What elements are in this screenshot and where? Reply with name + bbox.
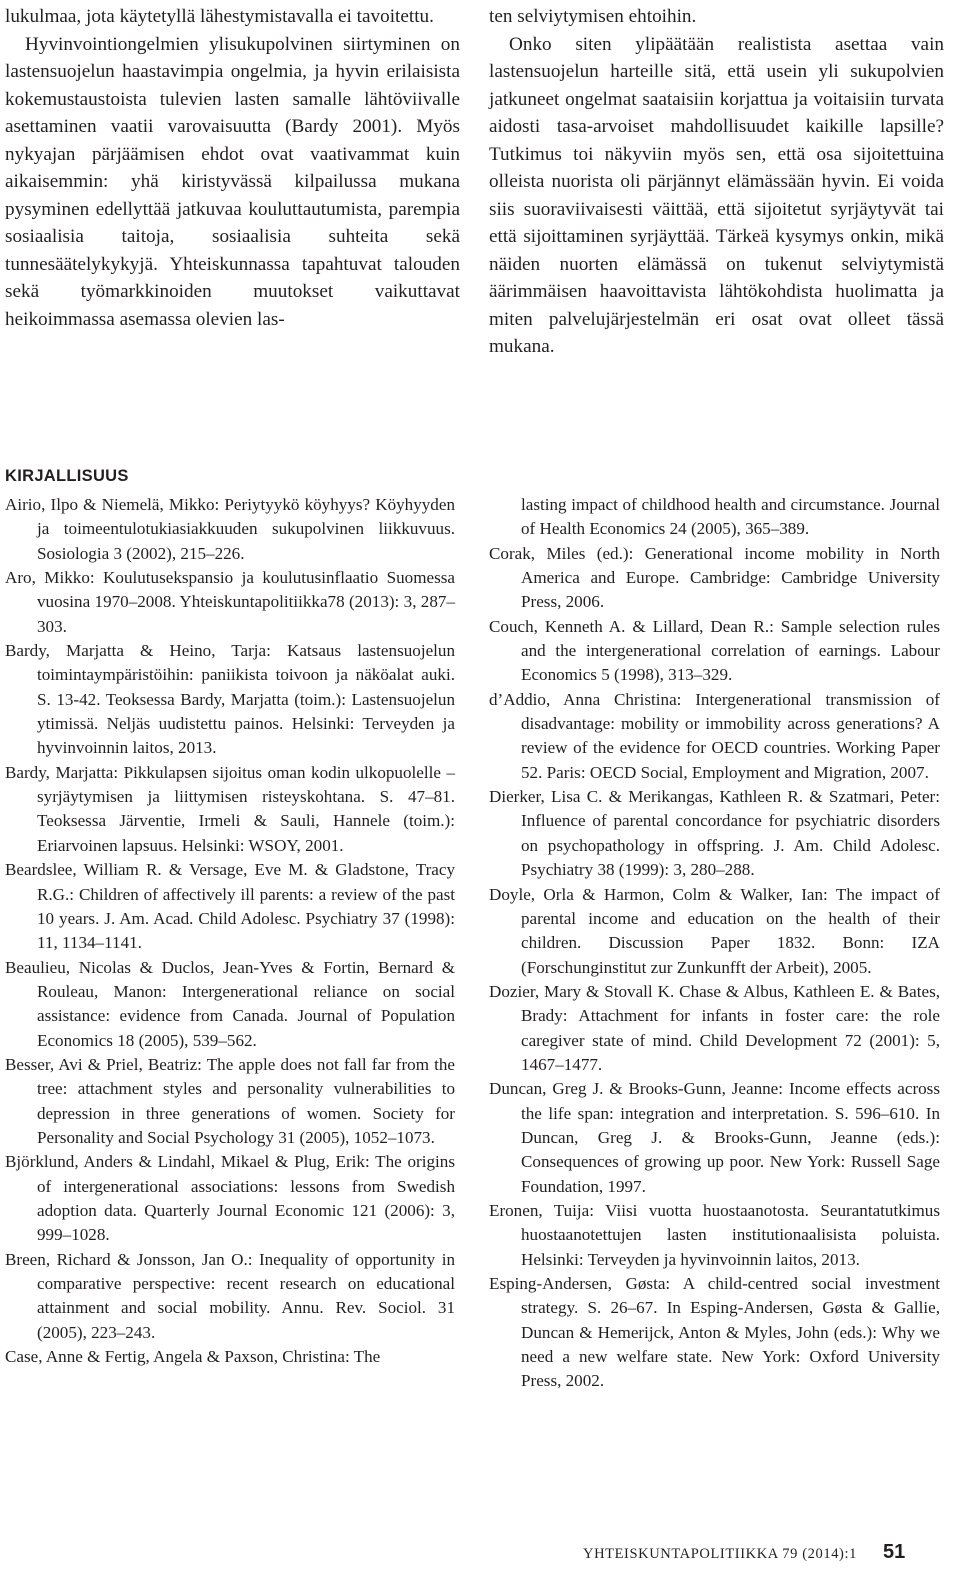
reference-entry: Bardy, Marjatta: Pikkulapsen sijoitus oman kodin ulkopuolelle – syrjäytymisen ja liittymisen risteyskohtana. S. 47–81. Teoksessa Järventie, Irmeli & Sauli, Hannele (toim.): Eriarvoinen lapsuus. Helsinki: WSOY, 2001. <box>5 762 455 855</box>
reference-entry: Airio, Ilpo & Niemelä, Mikko: Periytyykö köyhyys? Köyhyyden ja toimeentulotukiasiakkuuden sukupolvinen liikkuvuus. Sosiologia 3 (2002), 215–226. <box>5 495 455 563</box>
reference-entry: Dozier, Mary & Stovall K. Chase & Albus, Kathleen E. & Bates, Brady: Attachment for infants in foster care: the role caregiver state of mind. Child Development 72 (2001): 5, 1467–1477. <box>489 981 940 1074</box>
references-heading: KIRJALLISUUS <box>5 467 129 485</box>
reference-entry: Doyle, Orla & Harmon, Colm & Walker, Ian: The impact of parental income and education on the health of their children. Discussion Paper 1832. Bonn: IZA (Forschunginstitut zur Zunkunfft der Arbeit), 2005. <box>489 884 940 977</box>
body-column-right <box>489 3 944 361</box>
body-column-left <box>5 3 460 333</box>
reference-entry-continuation: lasting impact of childhood health and circumstance. Journal of Health Economics 24 (2005), 365–389. <box>521 495 940 539</box>
body-paragraph: Onko siten ylipäätään realistista asettaa vain lastensuojelun harteille sitä, että usein yli sukupolvien jatkuneet ongelmat saataisiin korjattua ja voitaisiin turvata aidosti tasa-arvoiset mahdollisuudet kaikille lapsille? Tutkimus toi näkyviin myös sen, että osa sijoitettuina olleista nuorista oli pärjännyt elämässään hyvin. Ei voida siis suoraviivaisesti väittää, että sijoitetut syrjäytyvät tai että sijoittaminen syrjäyttää. Tärkeä kysymys onkin, mikä näiden nuorten elämässä on tukenut selviytymistä äärimmäisen haavoittavista lähtökohdista huolimatta ja miten palvelujärjestelmän eri osat ovat olleet tässä mukana. <box>489 33 944 357</box>
reference-entry: Corak, Miles (ed.): Generational income mobility in North America and Europe. Cambridge: Cambridge University Press, 2006. <box>489 543 940 612</box>
page-number: 51 <box>882 1541 906 1563</box>
reference-entry: d’Addio, Anna Christina: Intergenerational transmission of disadvantage: mobility or immobility across generations? A review of the evidence for OECD countries. Working Paper 52. Paris: OECD Social, Employment and Migration, 2007. <box>489 689 940 782</box>
reference-entry: Esping-Andersen, Gøsta: A child-centred social investment strategy. S. 26–67. In Esping-Andersen, Gøsta & Gallie, Duncan & Hemerijck, Anton & Myles, John (eds.): Why we need a new welfare state. New York: Oxford University Press, 2002. <box>489 1274 940 1391</box>
body-paragraph: Hyvinvointiongelmien ylisukupolvinen siirtyminen on lastensuojelun haastavimpia ongelmia, ja hyvin erilaisista kokemustaustoista tulevien lasten samalle lähtöviivalle asettaminen vaatii varovaisuutta (Bardy 2001). Myös nykyajan pärjäämisen ehdot ovat vaativammat kuin aikaisemmin: yhä kiristyvässä kilpailussa mukana pysyminen edellyttää jatkuvaa kouluttautumista, parempia sosiaalisia taitoja, sosiaalisia suhteita sekä tunnesäätelykykyjä. Yhteiskunnassa tapahtuvat talouden sekä työmarkkinoiden muutokset vaikuttavat heikoimmassa asemassa olevien las- <box>5 33 460 330</box>
reference-entry: Björklund, Anders & Lindahl, Mikael & Plug, Erik: The origins of intergenerational associations: lessons from Swedish adoption data. Quarterly Journal Economic 121 (2006): 3, 999–1028. <box>5 1152 455 1245</box>
reference-entry: Couch, Kenneth A. & Lillard, Dean R.: Sample selection rules and the intergenerational correlation of earnings. Labour Economics 5 (1998), 313–329. <box>489 616 940 685</box>
journal-citation: YHTEISKUNTAPOLITIIKKA 79 (2014):1 <box>583 1546 857 1562</box>
reference-entry: Duncan, Greg J. & Brooks-Gunn, Jeanne: Income effects across the life span: integration and interpretation. S. 596–610. In Duncan, Greg J. & Brooks-Gunn, Jeanne (eds.): Consequences of growing up poor. New York: Russell Sage Foundation, 1997. <box>489 1079 940 1196</box>
reference-entry: Beardslee, William R. & Versage, Eve M. & Gladstone, Tracy R.G.: Children of affectively ill parents: a review of the past 10 years. J. Am. Acad. Child Adolesc. Psychiatry 37 (1998): 11, 1134–1141. <box>5 860 455 953</box>
reference-entry: Dierker, Lisa C. & Merikangas, Kathleen R. & Szatmari, Peter: Influence of parental concordance for psychiatric disorders on psychopathology in offspring. J. Am. Child Adolesc. Psychiatry 38 (1999): 3, 280–288. <box>489 787 940 880</box>
reference-entry: Bardy, Marjatta & Heino, Tarja: Katsaus lastensuojelun toimintaympäristöihin: paniikista toivoon ja näköalat auki. S. 13-42. Teoksessa Bardy, Marjatta (toim.): Lastensuojelun ytimissä. Neljäs uudistettu painos. Helsinki: Terveyden ja hyvinvoinnin laitos, 2013. <box>5 641 455 758</box>
reference-entry: Case, Anne & Fertig, Angela & Paxson, Christina: The <box>5 1347 381 1367</box>
reference-entry: Aro, Mikko: Koulutusekspansio ja koulutusinflaatio Suomessa vuosina 1970–2008. Yhteiskuntapolitiikka78 (2013): 3, 287–303. <box>5 568 455 636</box>
body-paragraph: lukulmaa, jota käytetyllä lähestymistavalla ei tavoitettu. <box>5 6 434 27</box>
reference-entry: Besser, Avi & Priel, Beatriz: The apple does not fall far from the tree: attachment styles and personality vulnerabilities to depression in three generations of women. Society for Personality and Social Psychology 31 (2005), 1052–1073. <box>5 1054 455 1147</box>
body-paragraph: ten selviytymisen ehtoihin. <box>489 6 697 27</box>
references-list-left <box>5 493 455 1369</box>
references-list-right <box>489 493 940 1394</box>
reference-entry: Eronen, Tuija: Viisi vuotta huostaanotosta. Seurantatutkimus huostaanotettujen lasten institutionaalisista poluista. Helsinki: Terveyden ja hyvinvoinnin laitos, 2013. <box>489 1200 940 1269</box>
reference-entry: Breen, Richard & Jonsson, Jan O.: Inequality of opportunity in comparative perspective: recent research on educational attainment and social mobility. Annu. Rev. Sociol. 31 (2005), 223–243. <box>5 1249 455 1342</box>
page-footer <box>583 1541 953 1564</box>
reference-entry: Beaulieu, Nicolas & Duclos, Jean-Yves & Fortin, Bernard & Rouleau, Manon: Intergenerational reliance on social assistance: evidence from Canada. Journal of Population Economics 18 (2005), 539–562. <box>5 957 455 1050</box>
